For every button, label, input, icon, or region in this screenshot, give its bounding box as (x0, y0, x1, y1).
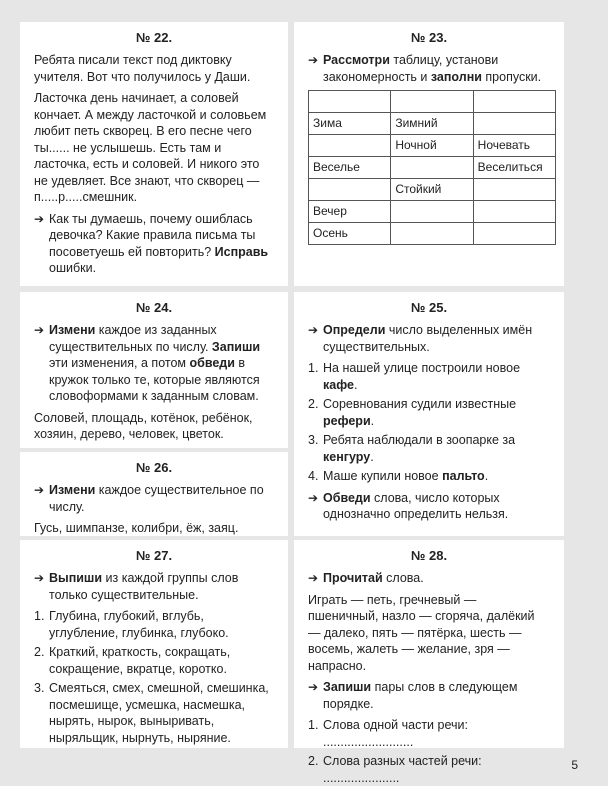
sentence-list (308, 360, 550, 485)
highlighted-noun: пальто (442, 469, 485, 483)
word-list: Соловей, площадь, котёнок, ребёнок, хозяин, дерево, человек, цветок. (34, 410, 253, 441)
exercise-number: № 23. (410, 30, 448, 45)
table-cell (391, 223, 473, 245)
exercise-27-card (20, 540, 288, 748)
table-cell: Зимний (391, 113, 473, 135)
task-text: таблицу, установи закономерность и (323, 53, 499, 84)
item-text: Смеяться, смех, смешной, смешинка, посмешище, усмешка, насмешка, нырять, нырок, выныривать, ныряльщик, нырнуть, ныряние. (49, 681, 269, 745)
list-item (34, 644, 274, 677)
item-text: Краткий, краткость, сокращать, сокращение, вкратце, коротко. (49, 645, 231, 676)
table-cell: Веселиться (473, 157, 555, 179)
item-punct: . (353, 377, 358, 392)
table-cell: Зима (309, 113, 391, 135)
table-row (309, 91, 556, 113)
task-verb: Измени (49, 323, 96, 337)
exercise-number: № 28. (410, 548, 448, 563)
table-row (309, 113, 556, 135)
list-item (308, 468, 550, 485)
table-cell: Веселье (309, 157, 391, 179)
task-text: слова, число которых однозначно определить нельзя. (323, 490, 509, 521)
item-text: Слова разных частей речи: ...................... (323, 754, 482, 785)
task-verb: Измени (49, 483, 96, 497)
item-text: На нашей улице построили новое (323, 361, 521, 375)
task-text: слова. (382, 571, 424, 585)
list-item (34, 680, 274, 746)
task-verb: Исправь (214, 244, 269, 259)
task-text-end: ошибки. (49, 261, 97, 275)
arrow-icon: ➔ (34, 483, 45, 497)
page-number: 5 (571, 758, 578, 772)
exercise-number: № 26. (135, 460, 173, 475)
task-text: пары слов в следующем порядке. (323, 680, 518, 711)
table-cell (473, 179, 555, 201)
table-cell (391, 91, 473, 113)
task-row (308, 570, 550, 587)
arrow-icon: ➔ (34, 211, 45, 226)
task-verb: Определи (323, 323, 386, 337)
task-verb: обведи (189, 356, 235, 370)
item-text: Соревнования судили известные (323, 397, 517, 411)
table-cell (473, 113, 555, 135)
item-number: 4. (308, 469, 319, 483)
exercise-number: № 24. (135, 300, 173, 315)
item-punct: . (370, 449, 374, 464)
exercise-23-card (294, 22, 564, 286)
task-verb: Рассмотри (323, 53, 390, 67)
exercise-28-card (294, 540, 564, 785)
exercise-number: № 27. (135, 548, 173, 563)
task-text: в кружок только те, которые являются словоформами к заданным словам. (49, 356, 260, 403)
highlighted-noun: кафе (323, 377, 354, 392)
task-text: пропуски. (481, 69, 542, 84)
arrow-icon: ➔ (34, 571, 45, 585)
task-verb: Запиши (323, 680, 372, 694)
exercise-number: № 22. (135, 30, 173, 45)
task-row (308, 52, 550, 85)
arrow-icon: ➔ (308, 53, 319, 67)
item-punct: . (370, 413, 375, 428)
arrow-icon: ➔ (308, 571, 319, 585)
task-row (34, 322, 274, 405)
word-pairs: Играть — петь, гречневый — пшеничный, назло — сгоряча, далёкий — далеко, пять — пятёрка, шесть — восемь, жалеть — желание, зря — напрасно. (308, 592, 535, 673)
table-cell (391, 201, 473, 223)
table-cell (473, 201, 555, 223)
item-number: 2. (34, 645, 45, 659)
task-row (308, 679, 550, 712)
arrow-icon: ➔ (308, 490, 319, 505)
answer-list (308, 717, 550, 786)
table-cell: Осень (309, 223, 391, 245)
item-number: 3. (34, 681, 45, 695)
task-verb: Обведи (323, 490, 371, 505)
table-cell: Ночной (391, 135, 473, 157)
exercise-24-card (20, 292, 288, 448)
task-text: Как ты думаешь, почему ошиблась девочка? Какие правила письма ты посоветуешь ей повторить? (49, 211, 256, 259)
exercise-25-card (294, 292, 564, 536)
pattern-table-body (309, 91, 556, 245)
dictation-text: Ласточка день начинает, а соловей кончает. А между ласточкой и соловьем любит петь скворец. В его песне чего ты...... не услышешь. Есть там и ласточка, есть и соловей. И никого это не удевляет. Все знают, что скворец — п.....р.....смешник. (34, 91, 267, 204)
list-item (308, 717, 550, 750)
word-group-list (34, 608, 274, 746)
table-cell (309, 179, 391, 201)
table-row (309, 135, 556, 157)
list-item (34, 608, 274, 641)
item-text: Слова одной части речи: .......................... (323, 718, 468, 749)
item-number: 2. (308, 397, 319, 411)
task-row (34, 570, 274, 603)
table-cell (391, 157, 473, 179)
table-cell: Стойкий (391, 179, 473, 201)
table-row (309, 179, 556, 201)
table-cell (309, 135, 391, 157)
exercise-number: № 25. (410, 300, 448, 315)
task-row (308, 322, 550, 355)
exercise-26-card (20, 452, 288, 536)
arrow-icon: ➔ (34, 323, 45, 337)
table-cell (473, 91, 555, 113)
task-verb: Выпиши (49, 571, 103, 585)
arrow-icon: ➔ (308, 323, 319, 337)
task-text: каждое существительное по числу. (49, 483, 264, 514)
task-verb: Запиши (211, 339, 261, 354)
arrow-icon: ➔ (308, 680, 319, 694)
task-text: каждое из заданных существительных по числу. (49, 323, 217, 354)
item-number: 2. (308, 754, 319, 768)
list-item (308, 396, 550, 429)
item-number: 1. (308, 718, 319, 732)
table-cell (309, 91, 391, 113)
table-cell: Вечер (309, 201, 391, 223)
task-row (34, 482, 274, 515)
table-row (309, 157, 556, 179)
task-text: из каждой группы слов только существительные. (49, 571, 239, 602)
item-punct: . (484, 469, 489, 483)
task-text: число выделенных имён существительных. (323, 323, 533, 354)
table-cell (473, 223, 555, 245)
list-item (308, 360, 550, 393)
highlighted-noun: рефери (323, 413, 371, 428)
item-text: Маше купили новое (323, 469, 443, 483)
pattern-table (308, 90, 556, 245)
task-verb: Прочитай (323, 571, 383, 585)
list-item (308, 432, 550, 465)
table-row (309, 201, 556, 223)
item-text: Ребята наблюдали в зоопарке за (323, 433, 516, 447)
word-list: Гусь, шимпанзе, колибри, ёж, заяц. (34, 521, 239, 535)
exercise-intro: Ребята писали текст под диктовку учителя. Вот что получилось у Даши. (34, 53, 251, 84)
item-number: 3. (308, 433, 319, 447)
table-cell: Ночевать (473, 135, 555, 157)
task-row (34, 211, 274, 277)
item-text: Глубина, глубокий, вглубь, углубление, глубинка, глубоко. (49, 609, 229, 640)
item-number: 1. (308, 361, 319, 375)
list-item (308, 753, 550, 786)
highlighted-noun: кенгуру (323, 449, 371, 464)
table-row (309, 223, 556, 245)
task-verb: заполни (430, 69, 482, 84)
exercise-22-card (20, 22, 288, 286)
task-text: эти изменения, а потом (49, 356, 190, 370)
task-row (308, 490, 550, 523)
item-number: 1. (34, 609, 45, 623)
